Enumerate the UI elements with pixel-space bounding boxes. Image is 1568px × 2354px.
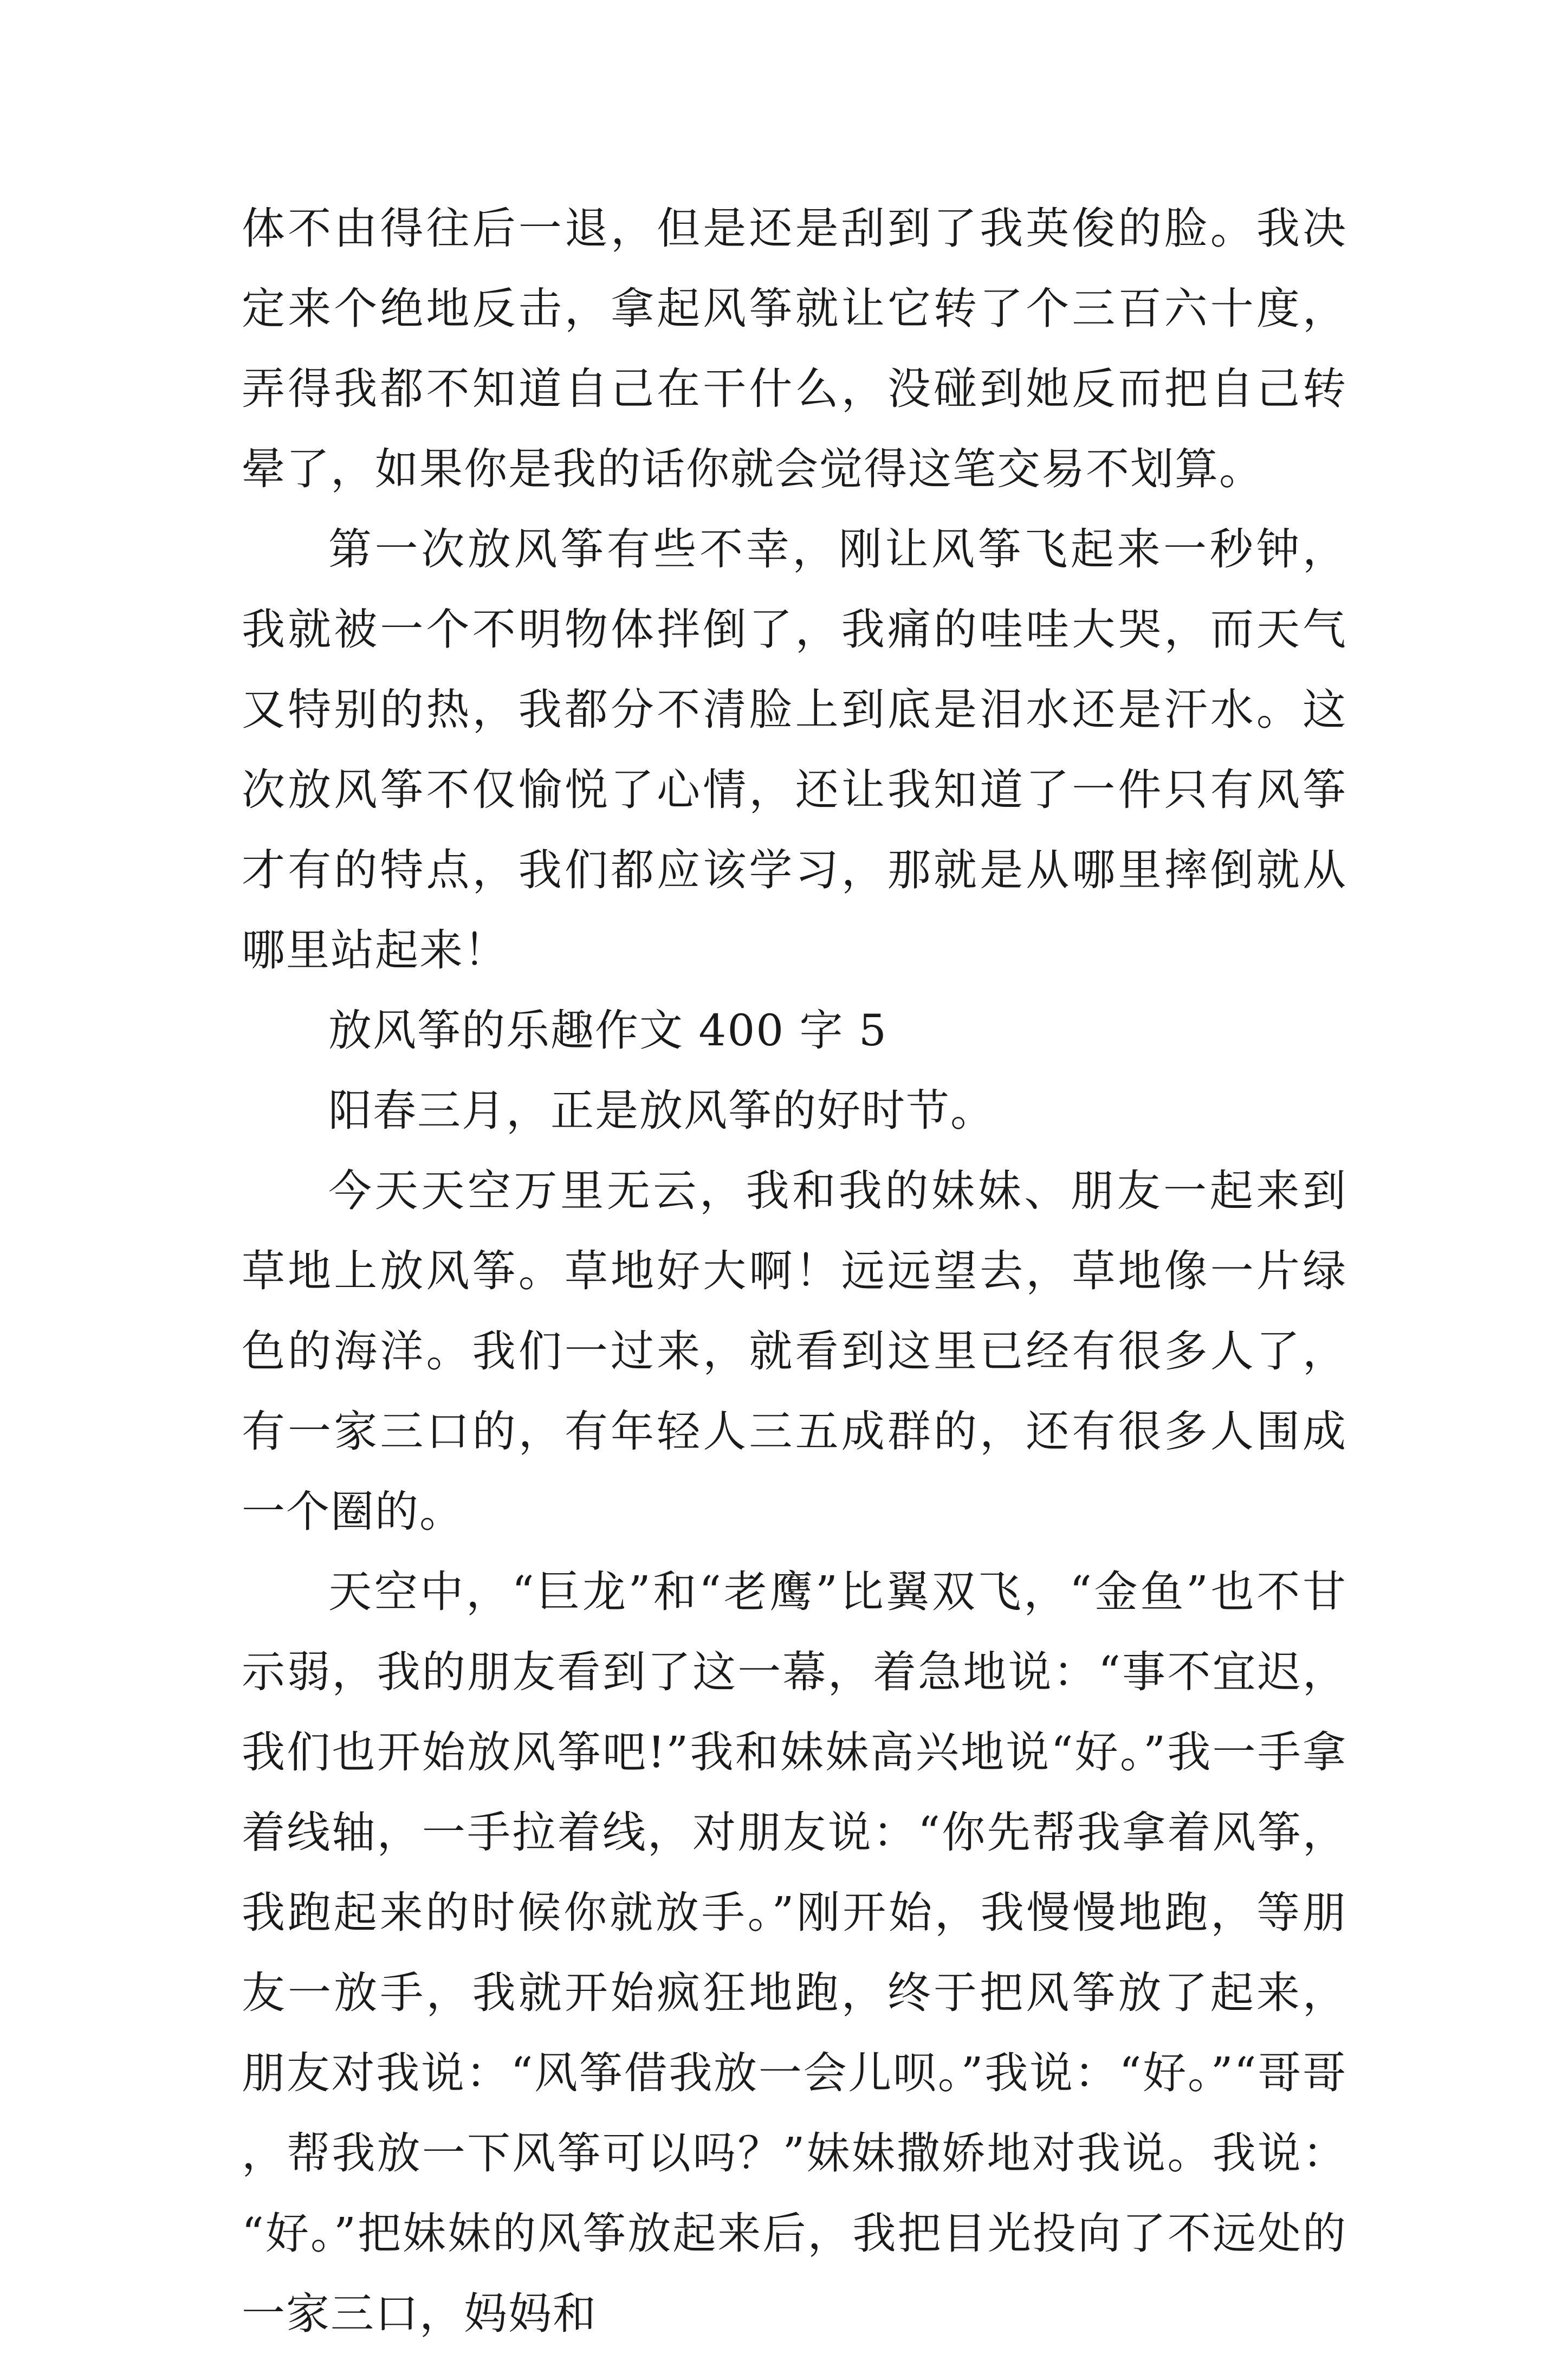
document-body <box>242 189 1347 2354</box>
paragraph-grassland: 今天天空万里无云，我和我的妹妹、朋友一起来到草地上放风筝。草地好大啊！远远望去，草地像一片绿色的海洋。我们一过来，就看到这里已经有很多人了，有一家三口的，有年轻人三五成群的，还有很多人围成一个圈的。 <box>242 1166 1347 1537</box>
paragraph-spring-intro: 阳春三月，正是放风筝的好时节。 <box>328 1085 995 1136</box>
paragraph-continuation: 体不由得往后一退，但是还是刮到了我英俊的脸。我决定来个绝地反击，拿起风筝就让它转了个三百六十度，弄得我都不知道自己在干什么，没碰到她反而把自己转晕了，如果你是我的话你就会觉得这笔交易不划算。 <box>242 203 1347 494</box>
paragraph-sky-kites: 天空中，“巨龙”和“老鹰”比翼双飞，“金鱼”也不甘示弱，我的朋友看到了这一幕，着急地说：“事不宜迟，我们也开始放风筝吧!”我和妹妹高兴地说“好。”我一手拿着线轴，一手拉着线，对朋友说：“你先帮我拿着风筝，我跑起来的时候你就放手。”刚开始，我慢慢地跑，等朋友一放手，我就开始疯狂地跑，终于把风筝放了起来，朋友对我说：“风筝借我放一会儿呗。”我说：“好。”“哥哥，帮我放一下风筝可以吗？”妹妹撒娇地对我说。我说：“好。”把妹妹的风筝放起来后，我把目光投向了不远处的一家三口，妈妈和 <box>242 1567 1347 2339</box>
paragraph-first-kite-flight: 第一次放风筝有些不幸，刚让风筝飞起来一秒钟，我就被一个不明物体拌倒了，我痛的哇哇大哭，而天气又特别的热，我都分不清脸上到底是泪水还是汗水。这次放风筝不仅愉悦了心情，还让我知道了一件只有风筝才有的特点，我们都应该学习，那就是从哪里摔倒就从哪里站起来！ <box>242 524 1347 975</box>
essay-heading: 放风筝的乐趣作文 400 字 5 <box>328 1005 887 1056</box>
